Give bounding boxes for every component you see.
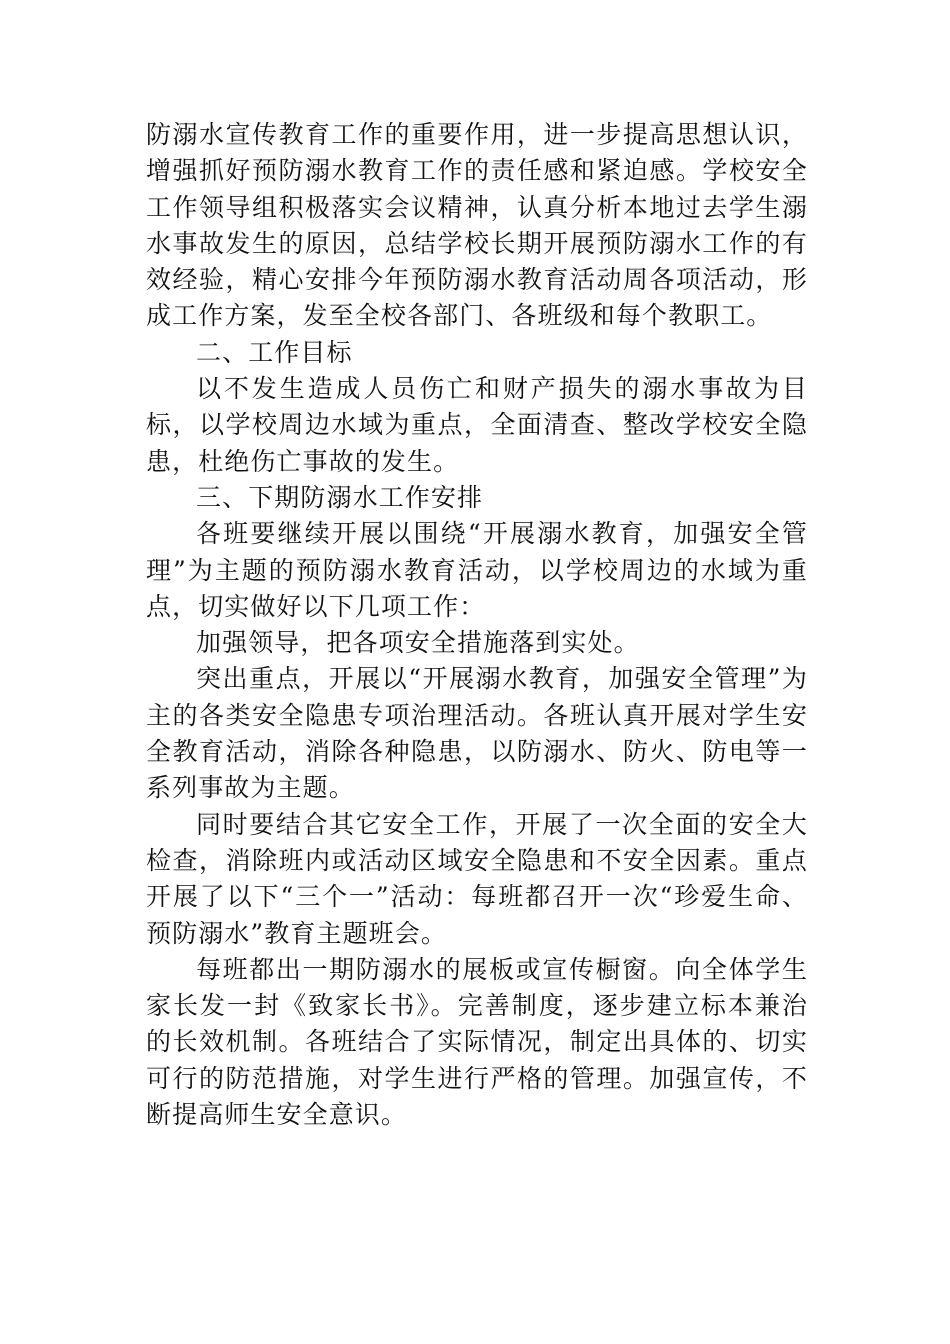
paragraph-inspection: 同时要结合其它安全工作，开展了一次全面的安全大检查，消除班内或活动区域安全隐患和不安全因素。重点开展了以下“三个一”活动：每班都召开一次“珍爱生命、预防溺水”教育主题班会。	[146, 809, 808, 948]
paragraph-goals: 以不发生造成人员伤亡和财产损失的溺水事故为目标，以学校周边水域为重点，全面清查、整改学校安全隐患，杜绝伤亡事故的发生。	[146, 374, 808, 476]
paragraph-key-focus: 突出重点，开展以“开展溺水教育，加强安全管理”为主的各类安全隐患专项治理活动。各班认真开展对学生安全教育活动，消除各种隐患，以防溺水、防火、防电等一系列事故为主题。	[146, 664, 808, 803]
paragraph-arrangement-intro: 各班要继续开展以围绕“开展溺水教育，加强安全管理”为主题的预防溺水教育活动，以学校周边的水域为重点，切实做好以下几项工作：	[146, 519, 808, 621]
paragraph-continuation: 防溺水宣传教育工作的重要作用，进一步提高思想认识，增强抓好预防溺水教育工作的责任感和紧迫感。学校安全工作领导组积极落实会议精神，认真分析本地过去学生溺水事故发生的原因，总结学校长期开展预防溺水工作的有效经验，精心安排今年预防溺水教育活动周各项活动，形成工作方案，发至全校各部门、各班级和每个教职工。	[146, 120, 808, 331]
paragraph-leadership: 加强领导，把各项安全措施落到实处。	[196, 628, 640, 658]
document-page	[146, 117, 808, 1133]
section-heading-goals: 二、工作目标	[196, 337, 353, 367]
section-heading-arrangement: 三、下期防溺水工作安排	[196, 482, 484, 512]
paragraph-publicity: 每班都出一期防溺水的展板或宣传橱窗。向全体学生家长发一封《致家长书》。完善制度，逐步建立标本兼治的长效机制。各班结合了实际情况，制定出具体的、切实可行的防范措施，对学生进行严格的管理。加强宣传，不断提高师生安全意识。	[146, 954, 808, 1130]
